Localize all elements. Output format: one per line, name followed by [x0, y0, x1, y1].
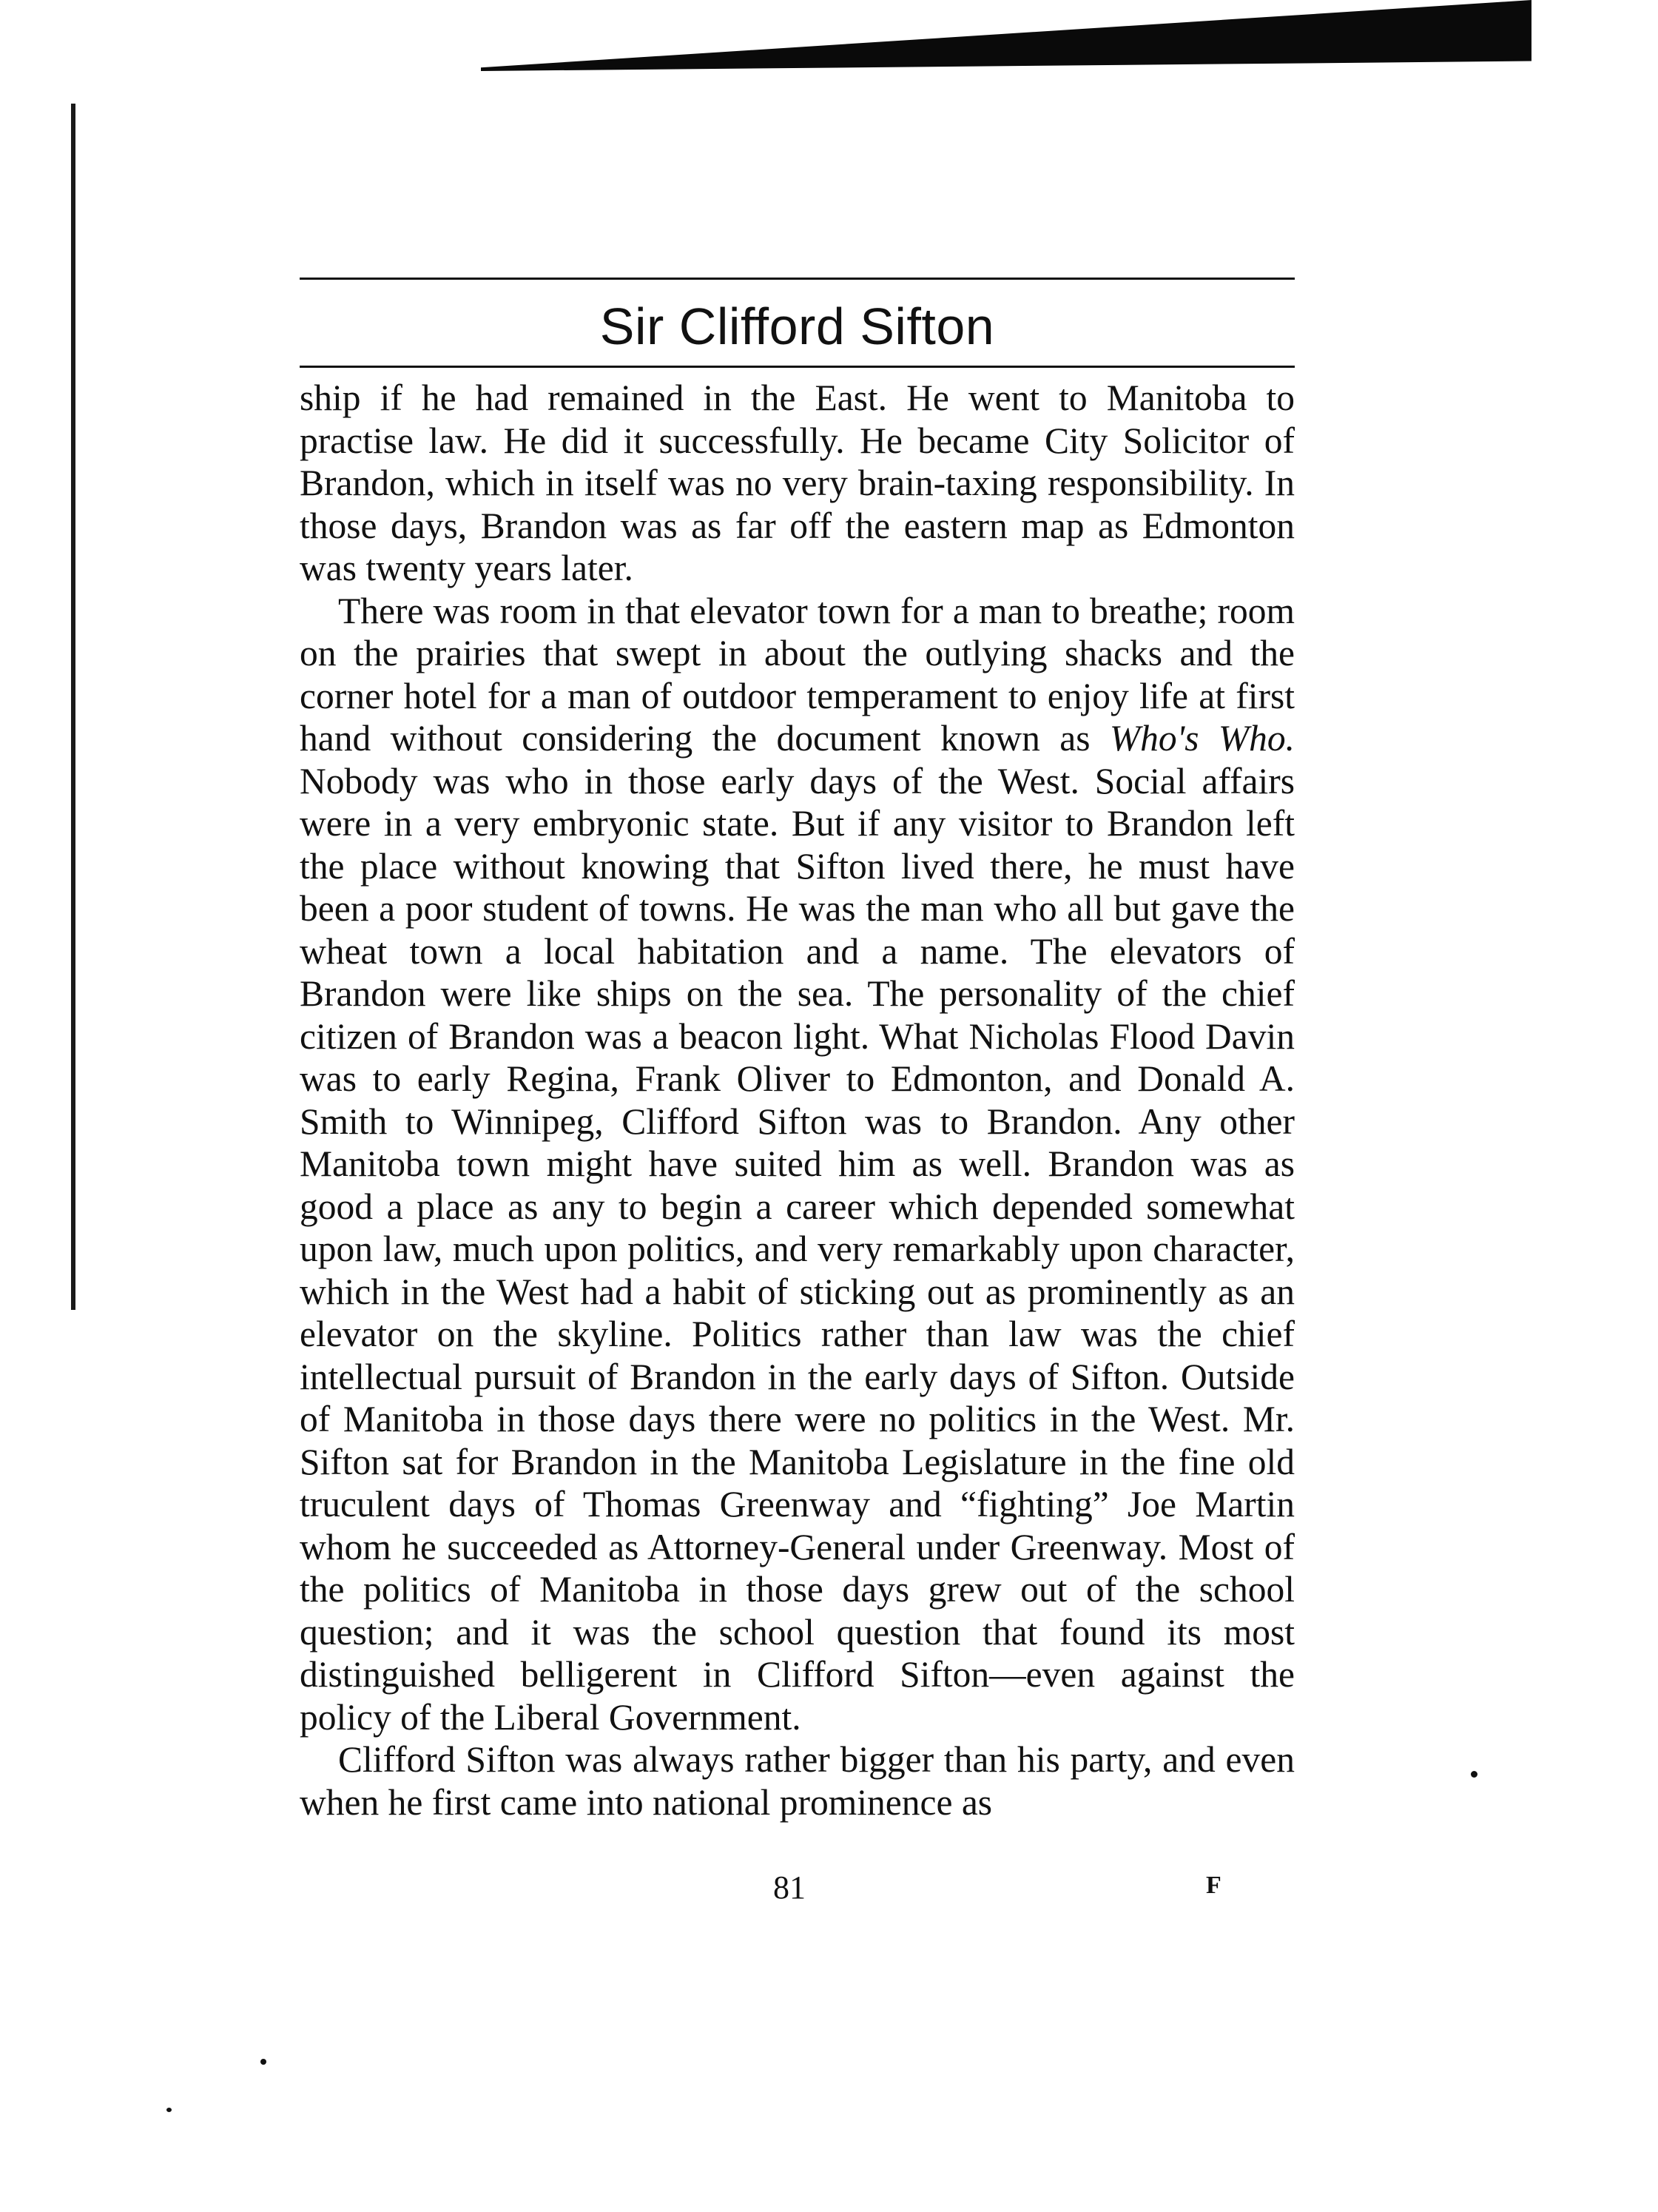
book-title-italic: Who's Who.	[1109, 718, 1295, 759]
body-text	[300, 377, 1295, 1823]
scan-edge-shadow	[481, 0, 1531, 71]
book-page	[300, 278, 1295, 1906]
signature-mark: F	[1206, 1872, 1221, 1899]
page-number: 81	[773, 1869, 806, 1906]
running-head: Sir Clifford Sifton	[599, 297, 995, 355]
page-footer	[300, 1869, 1295, 1913]
paragraph-continued: ship if he had remained in the East. He went to Manitoba to practise law. He did it successfully. He became City Solicitor of Brandon, which in itself was no very brain-taxing responsibility. In those days, Brandon was as far off the eastern map as Edmonton was twenty years later.	[300, 377, 1295, 588]
scan-speck	[260, 2059, 266, 2065]
scan-speck	[1471, 1771, 1477, 1778]
paragraph-text: Nobody was who in those early days of the West. Social affairs were in a very embryonic state. But if any visitor to Brandon left the place without knowing that Sifton lived there, he must have been a poor student of towns. He was the man who all but gave the wheat town a local habitation and a name. The elevators of Brandon were like ships on the sea. The personality of the chief citizen of Brandon was a beacon light. What Nicholas Flood Davin was to early Regina, Frank Oliver to Edmonton, and Donald A. Smith to Winnipeg, Clifford Sifton was to Brandon. Any other Manitoba town might have suited him as well. Brandon was as good a place as any to begin a career which depended somewhat upon law, much upon politics, and very remarkably upon character, which in the West had a habit of sticking out as prominently as an elevator on the skyline. Politics rather than law was the chief intellectual pursuit of Brandon in the early days of Sifton. Outside of Manitoba in those days there were no politics in the West. Mr. Sifton sat for Brandon in the Manitoba Legislature in the fine old truculent days of Thomas Greenway and “fighting” Joe Martin whom he succeeded as Attorney-General under Greenway. Most of the politics of Manitoba in those days grew out of the school question; and it was the school question that found its most distinguished belligerent in Clifford Sifton—even against the policy of the Liberal Government.	[300, 760, 1295, 1738]
paragraph-text: There was room in that elevator town for a man to breathe; room on the prairies that swept in about the outlying shacks and the corner hotel for a man of outdoor temperament to enjoy life at first hand without considering the document known as	[300, 590, 1295, 759]
paragraph: Clifford Sifton was always rather bigger than his party, and even when he first came into national prominence as	[300, 1739, 1295, 1823]
paragraph	[300, 590, 1295, 1739]
header-rule-bottom	[300, 366, 1295, 368]
scan-speck	[166, 2108, 172, 2112]
scan-margin-line	[71, 104, 75, 1310]
